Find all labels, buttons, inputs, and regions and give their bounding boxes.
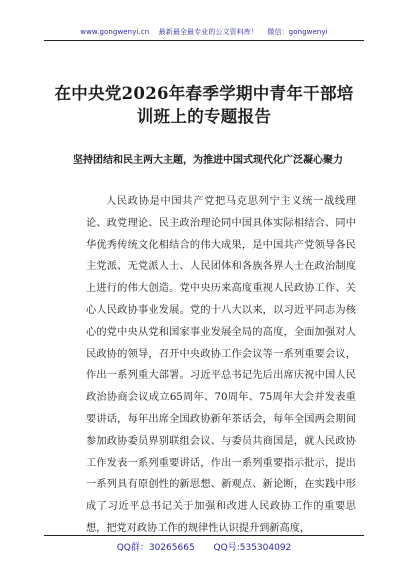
- header-wechat-text: 微信：gongwenyi: [267, 28, 328, 36]
- document-subtitle: 坚持团结和民主两大主题，为推进中国式现代化广泛凝心聚力: [73, 155, 343, 166]
- document-body: [86, 191, 356, 540]
- document-title: 在中央党2026年春季学期中青年干部培训班上的专题报告: [54, 84, 354, 126]
- header-divider: [44, 40, 364, 41]
- header-site-link[interactable]: www.gongwenyi.cn: [80, 28, 150, 36]
- footer-qq-number: QQ号:535304092: [213, 543, 292, 553]
- footer-divider: [44, 535, 364, 536]
- header-promo-text: 最新最全最专业的公文资料库！: [158, 28, 259, 36]
- page-header: [0, 27, 408, 37]
- body-paragraph: 人民政协是中国共产党把马克思列宁主义统一战线理论、政党理论、民主政治理论同中国具体实际相结合、同中华优秀传统文化相结合的伟大成果，是中国共产党领导各民主党派、无党派人士、人民团体和各族各界人士在政治制度上进行的伟大创造。党中央历来高度重视人民政协工作、关心人民政协事业发展。党的十八大以来，以习近平同志为核心的党中央从党和国家事业发展全局的高度，全面加强对人民政协的领导，召开中央政协工作会议等一系列重要会议，作出一系列重大部署。习近平总书记先后出席庆祝中国人民政治协商会议成立65周年、70周年、75周年大会并发表重要讲话，每年出席全国政协新年茶话会，每年全国两会期间参加政协委员界别联组会议、与委员共商国是，就人民政协工作发表一系列重要讲话，作出一系列重要指示批示，提出一系列具有原创性的新思想、新观点、新论断，在实践中形成了习近平总书记关于加强和改进人民政协工作的重要思想，把党对政协工作的规律性认识提升到新高度，: [86, 196, 356, 534]
- page-footer: [0, 540, 408, 553]
- footer-qq-group: QQ群：30265665: [116, 543, 195, 553]
